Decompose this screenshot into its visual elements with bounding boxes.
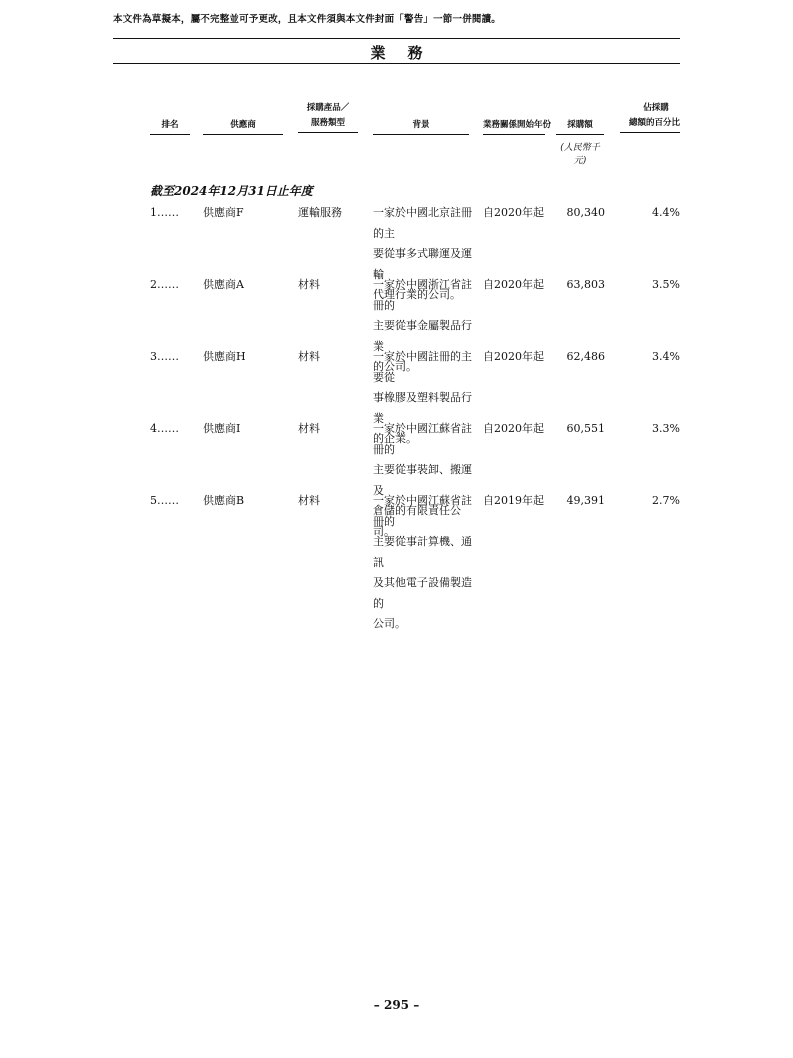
header-rank [150, 118, 190, 135]
row-category: 材料 [298, 350, 320, 363]
period-heading: 截至2024年12月31日止年度 [150, 184, 313, 198]
row-background-line: 事橡膠及塑料製品行業 [373, 391, 472, 425]
header-background [373, 118, 469, 135]
row-background-line: 的企業。 [373, 432, 417, 445]
header-category [298, 101, 358, 133]
row-percentage: 3.5% [652, 278, 680, 291]
row-rank: 4…… [150, 422, 179, 435]
row-background-line: 主要從事裝卸、搬運及 [373, 463, 472, 497]
row-rank: 1…… [150, 206, 179, 219]
row-supplier: 供應商B [203, 494, 245, 507]
row-amount: 60,551 [566, 422, 605, 435]
row-percentage: 4.4% [652, 206, 680, 219]
header-supplier-label: 供應商 [230, 120, 256, 130]
header-start-year [483, 118, 552, 135]
amount-unit-note: (人民幣千元) [560, 143, 600, 166]
row-start-year: 自2019年起 [483, 494, 544, 507]
row-category: 運輸服務 [298, 206, 342, 219]
row-background-line: 代理行業的公司。 [373, 288, 461, 301]
header-percentage-line2: 總額的百分比 [628, 118, 680, 128]
header-start-year-label: 業務關係開始年份 [483, 120, 552, 130]
row-background-line: 及其他電子設備製造的 [373, 576, 472, 610]
header-percentage-line1: 佔採購 [643, 103, 669, 113]
header-rank-label: 排名 [161, 120, 179, 130]
title-top-rule [113, 38, 680, 39]
row-background-line: 一家於中國註冊的主要從 [373, 350, 472, 384]
row-background-line: 一家於中國江蘇省註冊的 [373, 422, 472, 456]
row-rank: 3…… [150, 350, 179, 363]
header-amount-label: 採購額 [567, 120, 593, 130]
row-category: 材料 [298, 494, 320, 507]
page-number: – 295 – [373, 998, 420, 1012]
table-row [0, 491, 793, 630]
row-background-line: 主要從事金屬製品行業 [373, 319, 472, 353]
draft-disclaimer: 本文件為草擬本，屬不完整並可予更改，且本文件須與本文件封面「警告」一節一併閱讀。 [113, 14, 502, 25]
row-background-line: 一家於中國江蘇省註冊的 [373, 494, 472, 528]
row-percentage: 3.3% [652, 422, 680, 435]
row-background-line: 主要從事計算機、通訊 [373, 535, 472, 569]
row-background-line: 一家於中國浙江省註冊的 [373, 278, 472, 312]
row-background-line: 倉儲的有限責任公司。 [373, 504, 461, 538]
row-start-year: 自2020年起 [483, 422, 544, 435]
row-supplier: 供應商A [203, 278, 244, 291]
row-amount: 80,340 [566, 206, 605, 219]
row-background-line: 要從事多式聯運及運輸 [373, 247, 472, 281]
row-supplier: 供應商F [203, 206, 244, 219]
header-category-line1: 採購產品／ [306, 103, 350, 113]
row-start-year: 自2020年起 [483, 278, 544, 291]
row-background-line: 一家於中國北京註冊的主 [373, 206, 472, 240]
row-category: 材料 [298, 278, 320, 291]
row-rank: 5…… [150, 494, 179, 507]
row-background-line: 的公司。 [373, 360, 417, 373]
row-supplier: 供應商I [203, 422, 241, 435]
title-bottom-rule [113, 63, 680, 64]
row-rank: 2…… [150, 278, 179, 291]
row-amount: 63,803 [566, 278, 605, 291]
header-amount [556, 118, 604, 135]
header-category-line2: 服務類型 [310, 118, 345, 128]
row-start-year: 自2020年起 [483, 206, 544, 219]
row-amount: 62,486 [566, 350, 605, 363]
row-supplier: 供應商H [203, 350, 246, 363]
row-category: 材料 [298, 422, 320, 435]
section-title: 業務 [370, 44, 445, 62]
row-percentage: 2.7% [652, 494, 680, 507]
row-percentage: 3.4% [652, 350, 680, 363]
row-start-year: 自2020年起 [483, 350, 544, 363]
row-background-line: 公司。 [373, 617, 406, 630]
row-background [373, 491, 479, 635]
header-percentage [620, 101, 680, 133]
header-background-label: 背景 [412, 120, 430, 130]
header-supplier [203, 118, 283, 135]
row-amount: 49,391 [566, 494, 605, 507]
